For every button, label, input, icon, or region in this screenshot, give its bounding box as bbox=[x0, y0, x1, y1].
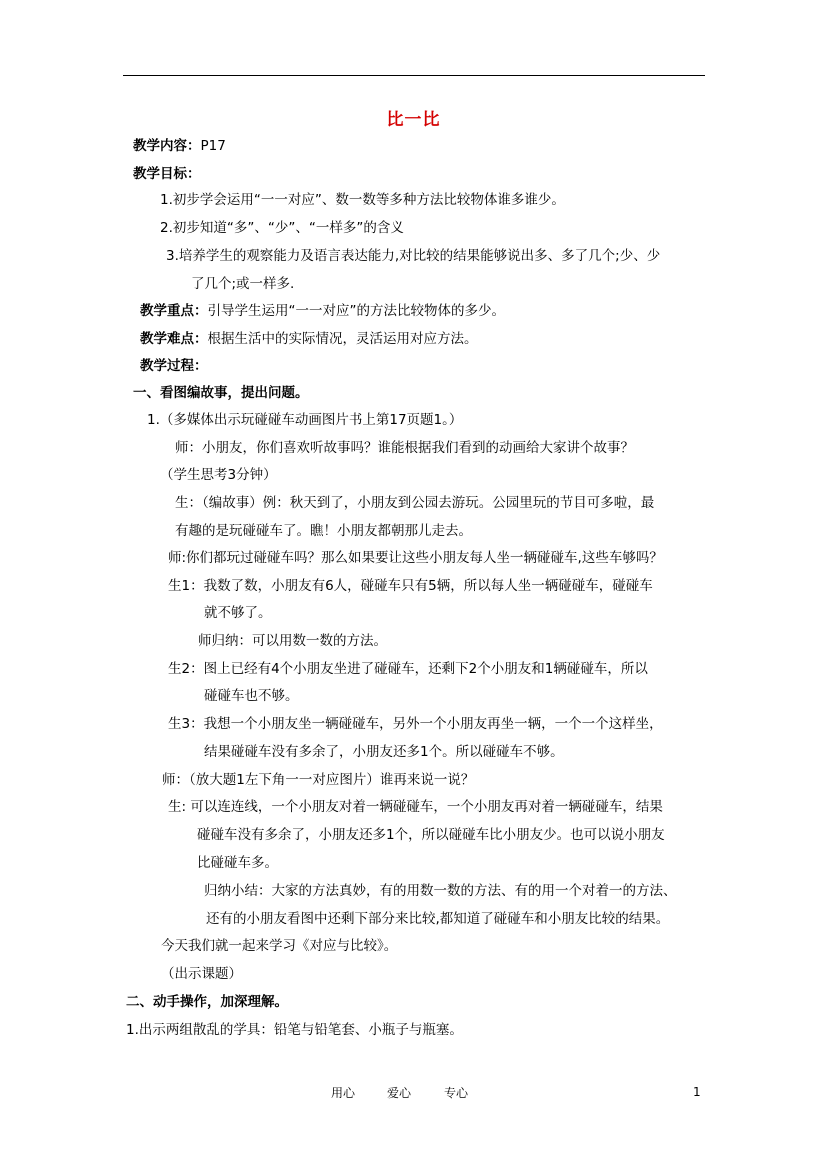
doc-line: 今天我们就一起来学习《对应与比较》。 bbox=[161, 938, 398, 954]
doc-line: 师：小朋友，你们喜欢听故事吗？谁能根据我们看到的动画给大家讲个故事？ bbox=[175, 440, 634, 456]
doc-line: 归纳小结：大家的方法真妙，有的用数一数的方法、有的用一个对着一的方法、 bbox=[204, 883, 677, 899]
doc-line: 生3：我想一个小朋友坐一辆碰碰车，另外一个小朋友再坐一辆，一个一个这样坐， bbox=[168, 716, 663, 732]
doc-line: （学生思考3分钟） bbox=[160, 467, 277, 483]
doc-line: 2.初步知道“多”、“少”、“一样多”的含义 bbox=[160, 220, 404, 236]
doc-line bbox=[133, 384, 309, 402]
line-label: 教学内容： bbox=[133, 138, 201, 154]
doc-line: 生：（编故事）例：秋天到了，小朋友到公园去游玩。公园里玩的节目可多啦，最 bbox=[175, 495, 655, 511]
line-label: 二、动手操作，加深理解。 bbox=[126, 994, 288, 1010]
doc-line: 师:你们都玩过碰碰车吗？那么如果要让这些小朋友每人坐一辆碰碰车,这些车够吗？ bbox=[168, 550, 663, 566]
footer-mid: 爱心 bbox=[387, 1086, 412, 1100]
doc-line bbox=[140, 302, 505, 320]
doc-line: 3.培养学生的观察能力及语言表达能力,对比较的结果能够说出多、多了几个;少、少 bbox=[166, 248, 661, 264]
footer-left: 用心 bbox=[331, 1086, 356, 1100]
doc-line: 师：（放大题1左下角一一对应图片）谁再来说一说？ bbox=[162, 772, 475, 788]
doc-line bbox=[133, 165, 201, 183]
line-text: 根据生活中的实际情况，灵活运用对应方法。 bbox=[207, 331, 478, 347]
line-text: 引导学生运用“一一对应”的方法比较物体的多少。 bbox=[207, 303, 505, 319]
doc-line: 生1：我数了数，小朋友有6人，碰碰车只有5辆，所以每人坐一辆碰碰车，碰碰车 bbox=[168, 578, 653, 594]
doc-line: 结果碰碰车没有多余了，小朋友还多1个。所以碰碰车不够。 bbox=[204, 744, 564, 760]
doc-line: 碰碰车没有多余了，小朋友还多1个，所以碰碰车比小朋友少。也可以说小朋友 bbox=[197, 827, 665, 843]
doc-line: 有趣的是玩碰碰车了。瞧！小朋友都朝那儿走去。 bbox=[175, 523, 472, 539]
doc-line: 1.出示两组散乱的学具：铅笔与铅笔套、小瓶子与瓶塞。 bbox=[126, 1022, 463, 1038]
line-label: 教学目标： bbox=[133, 166, 201, 182]
doc-line: 生: 可以连连线，一个小朋友对着一辆碰碰车，一个小朋友再对着一辆碰碰车，结果 bbox=[168, 799, 663, 815]
page-number: 1 bbox=[693, 1085, 701, 1099]
line-label: 教学过程： bbox=[140, 358, 208, 374]
doc-line: 还有的小朋友看图中还剩下部分来比较,都知道了碰碰车和小朋友比较的结果。 bbox=[206, 911, 670, 927]
footer-right: 专心 bbox=[444, 1086, 469, 1100]
doc-line: 师归纳：可以用数一数的方法。 bbox=[198, 633, 387, 649]
doc-line: 就不够了。 bbox=[204, 605, 272, 621]
line-label: 一、看图编故事，提出问题。 bbox=[133, 385, 309, 401]
doc-line: 1.初步学会运用“一一对应”、数一数等多种方法比较物体谁多谁少。 bbox=[160, 192, 565, 208]
doc-line: 1.（多媒体出示玩碰碰车动画图片书上第17页题1。） bbox=[147, 412, 463, 428]
doc-line: （出示课题） bbox=[161, 966, 242, 982]
doc-line bbox=[126, 993, 288, 1011]
doc-line bbox=[140, 357, 208, 375]
doc-line: 碰碰车也不够。 bbox=[204, 688, 299, 704]
doc-line bbox=[140, 330, 478, 348]
doc-line: 了几个;或一样多. bbox=[191, 276, 295, 292]
header-rule bbox=[123, 75, 705, 76]
doc-line: 比碰碰车多。 bbox=[197, 855, 278, 871]
page-title: 比一比 bbox=[386, 110, 441, 130]
line-label: 教学难点： bbox=[140, 331, 208, 347]
line-text: P17 bbox=[200, 138, 226, 154]
line-label: 教学重点： bbox=[140, 303, 208, 319]
doc-line bbox=[133, 137, 226, 155]
doc-line: 生2：图上已经有4个小朋友坐进了碰碰车，还剩下2个小朋友和1辆碰碰车，所以 bbox=[168, 661, 648, 677]
